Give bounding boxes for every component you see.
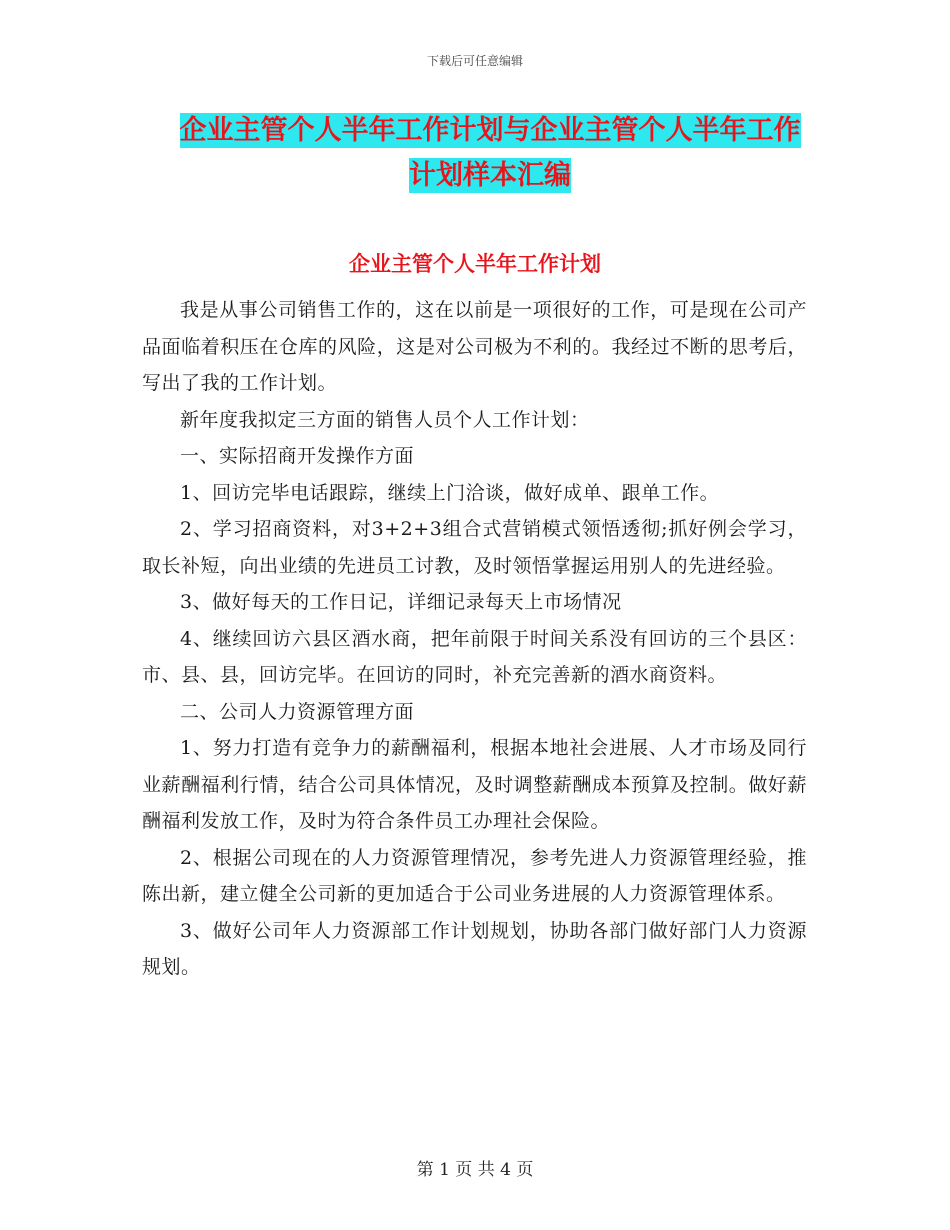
paragraph: 一、实际招商开发操作方面 (180, 445, 415, 467)
paragraph: 二、公司人力资源管理方面 (180, 700, 415, 723)
paragraph: 新年度我拟定三方面的销售人员个人工作计划： (180, 408, 590, 431)
paragraph: 2、学习招商资料，对3+2+3组合式营销模式领悟透彻;抓好例会学习，取长补短，向出业绩的先进员工讨教，及时领悟掌握运用别人的先进经验。 (142, 518, 807, 577)
title-line-1: 企业主管个人半年工作计划与企业主管个人半年工作 (179, 115, 801, 146)
header-note: 下载后可任意编辑 (426, 54, 523, 68)
page-footer: 第 1 页 共 4 页 (416, 1160, 534, 1180)
body-text (142, 292, 807, 986)
paragraph: 我是从事公司销售工作的，这在以前是一项很好的工作，可是现在公司产品面临着积压在仓库的风险，这是对公司极为不利的。我经过不断的思考后，写出了我的工作计划。 (142, 299, 807, 394)
title-line-2: 计划样本汇编 (409, 160, 571, 191)
paragraph: 3、做好公司年人力资源部工作计划规划，协助各部门做好部门人力资源规划。 (142, 919, 807, 978)
section-title: 企业主管个人半年工作计划 (349, 252, 601, 276)
document-title (140, 108, 840, 198)
paragraph: 4、继续回访六县区酒水商，把年前限于时间关系没有回访的三个县区：市、县、县，回访完毕。在回访的同时，补充完善新的酒水商资料。 (142, 627, 807, 686)
paragraph: 2、根据公司现在的人力资源管理情况，参考先进人力资源管理经验，推陈出新，建立健全公司新的更加适合于公司业务进展的人力资源管理体系。 (142, 846, 807, 905)
paragraph: 1、努力打造有竞争力的薪酬福利，根据本地社会进展、人才市场及同行业薪酬福利行情，结合公司具体情况，及时调整薪酬成本预算及控制。做好薪酬福利发放工作，及时为符合条件员工办理社会保险。 (142, 737, 807, 832)
paragraph: 3、做好每天的工作日记，详细记录每天上市场情况 (180, 591, 622, 613)
paragraph: 1、回访完毕电话跟踪，继续上门洽谈，做好成单、跟单工作。 (180, 481, 720, 504)
